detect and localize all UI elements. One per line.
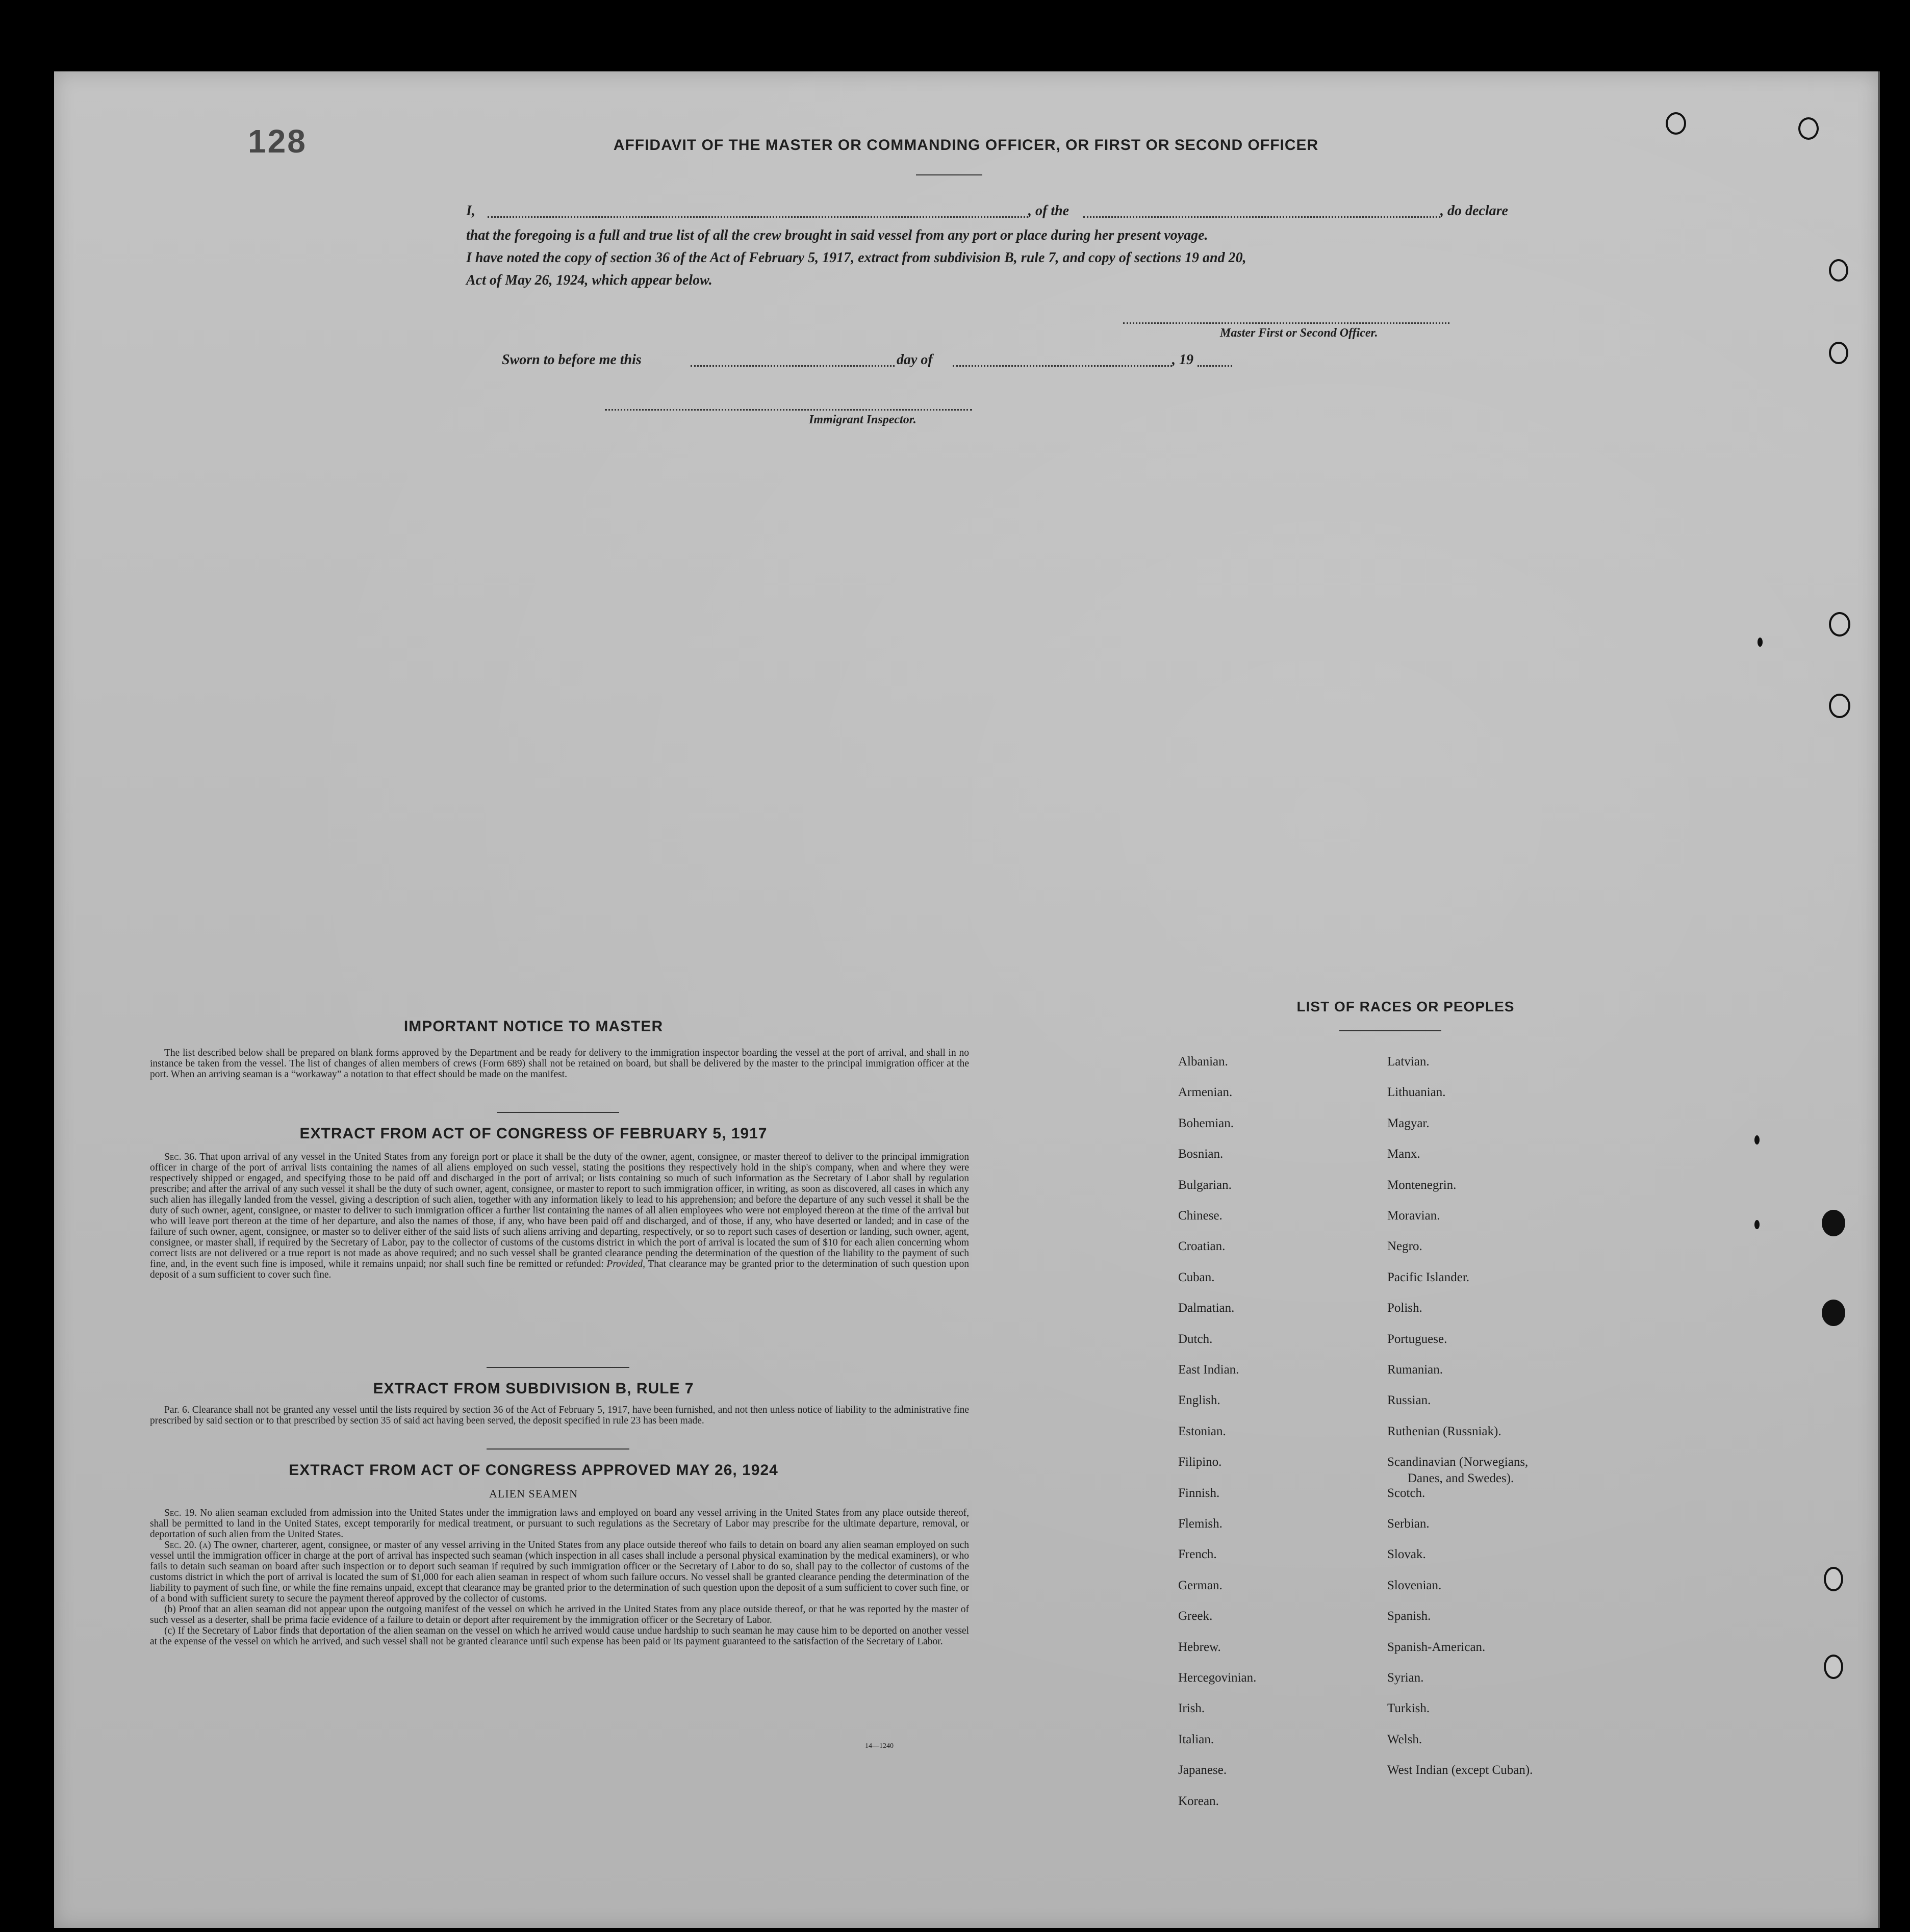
race-item: Portuguese. bbox=[1387, 1332, 1447, 1346]
race-item: Finnish. bbox=[1178, 1486, 1220, 1500]
sec-20-label: Sec. 20. (a) bbox=[164, 1540, 211, 1550]
master-signature-line[interactable] bbox=[1123, 322, 1449, 324]
race-item: Slovenian. bbox=[1387, 1578, 1442, 1592]
declaration-line-1: that the foregoing is a full and true list of all the crew brought in said vessel from any port or place during her present voyage. bbox=[466, 227, 1208, 243]
punch-hole bbox=[1798, 117, 1819, 140]
race-item: Moravian. bbox=[1387, 1209, 1440, 1223]
race-item: Rumanian. bbox=[1387, 1363, 1443, 1377]
declaration-line-2: I have noted the copy of section 36 of the Act of February 5, 1917, extract from subdivision B, rule 7, and copy of sections 19 and 20, bbox=[466, 250, 1246, 266]
race-item: Croatian. bbox=[1178, 1239, 1226, 1254]
races-title-underline bbox=[1339, 1030, 1441, 1031]
of-the-label: , of the bbox=[1028, 203, 1069, 219]
race-item: Flemish. bbox=[1178, 1517, 1223, 1531]
race-item: Dutch. bbox=[1178, 1332, 1213, 1346]
sworn-month-field[interactable] bbox=[953, 365, 1172, 367]
declarant-name-field[interactable] bbox=[488, 216, 1028, 218]
race-item: Spanish. bbox=[1387, 1609, 1431, 1623]
race-item: Chinese. bbox=[1178, 1209, 1223, 1223]
race-item: East Indian. bbox=[1178, 1363, 1239, 1377]
inspector-signature-label: Immigrant Inspector. bbox=[809, 413, 916, 426]
race-item: Lithuanian. bbox=[1387, 1085, 1446, 1100]
punch-hole bbox=[1829, 342, 1848, 364]
alien-seamen-subtitle: ALIEN SEAMEN bbox=[489, 1487, 578, 1500]
section-divider bbox=[497, 1112, 619, 1113]
race-item: Filipino. bbox=[1178, 1455, 1222, 1469]
punch-hole bbox=[1824, 1567, 1843, 1591]
ink-blot bbox=[1822, 1210, 1845, 1236]
year-label: , 19 bbox=[1172, 352, 1193, 368]
race-item: Armenian. bbox=[1178, 1085, 1233, 1100]
race-item: Korean. bbox=[1178, 1794, 1219, 1808]
race-item: Welsh. bbox=[1387, 1732, 1422, 1746]
race-item: Serbian. bbox=[1387, 1517, 1430, 1531]
race-item: Bulgarian. bbox=[1178, 1178, 1232, 1192]
races-title: LIST OF RACES OR PEOPLES bbox=[1296, 999, 1515, 1014]
notice-text bbox=[150, 1048, 969, 1080]
ink-dot bbox=[1754, 1135, 1760, 1145]
section-divider bbox=[487, 1367, 629, 1368]
race-item: Pacific Islander. bbox=[1387, 1270, 1470, 1284]
race-item: Slovak. bbox=[1387, 1547, 1426, 1562]
sec-36-text: That upon arrival of any vessel in the United States from any foreign port or place it shall be the duty of the owner, agent, consignee, or master thereof to deliver to the principal immigration officer in charge of the port of arrival lists containing the names of all aliens employed on such vessel, stating the positions they respectively hold in the ship's company, when and where they were respectively shipped or engaged, and specifying those to be paid off and discharged in the port of arrival; or lists containing so much of such information as the Secretary of Labor shall by regulation prescribe; and after the arrival of any such vessel it shall be the duty of such owner, agent, consignee, or master to report to such immigration officer, in writing, as soon as discovered, all cases in which any such alien has illegally landed from the vessel, giving a description of such alien, together with any information likely to lead to his apprehension; and before the departure of any such vessel it shall be the duty of such owner, agent, consignee, or master to deliver to such immigration officer a further list containing the names of all alien employees who were not employed thereon at the time of the arrival but who will leave port thereon at the time of her departure, and also the names of those, if any, who have been paid off and discharged, and of those, if any, who have deserted or landed; and in case of the failure of such owner, agent, consignee, or master so to deliver either of the said lists of such aliens arriving and departing, respectively, or so to report such cases of desertion or landing, such owner, agent, consignee, or master shall, if required by the Secretary of Labor, pay to the collector of customs of the customs district in which the port of arrival is located the sum of $10 for each alien concerning whom correct lists are not delivered or a true report is not made as above required; and no such vessel shall be granted clearance pending the determination of the question of the liability to the payment of such fine, and, in the event such fine is imposed, while it remains unpaid; nor shall such fine be remitted or refunded: bbox=[150, 1152, 969, 1269]
race-item: Dalmatian. bbox=[1178, 1301, 1235, 1315]
punch-hole bbox=[1666, 112, 1686, 135]
race-item: Bosnian. bbox=[1178, 1147, 1224, 1161]
ink-dot bbox=[1758, 638, 1763, 647]
sec-20b-text: Proof that an alien seaman did not appear upon the outgoing manifest of the vessel on which he arrived in the United States from any place outside thereof, or that he was reported by the master of such vessel as a deserter, shall be prima facie evidence of a failure to detain or deport after requirement by the immigration officer or the Secretary of Labor. bbox=[150, 1604, 970, 1625]
sec-36-label: Sec. 36. bbox=[164, 1152, 197, 1162]
punch-hole bbox=[1829, 259, 1848, 282]
day-of-label: day of bbox=[897, 352, 933, 368]
race-item: Turkish. bbox=[1387, 1701, 1430, 1716]
race-item: Polish. bbox=[1387, 1301, 1422, 1315]
section-divider bbox=[487, 1448, 629, 1450]
race-item: Italian. bbox=[1178, 1732, 1214, 1746]
sec-20c-text: If the Secretary of Labor finds that deportation of the alien seaman on the vessel on which he arrived would cause undue hardship to such seaman he may cause him to be deported on another vessel at the expense of the vessel on which he arrived, and such vessel shall not be granted clearance until such expense has been paid or its payment guaranteed to the satisfaction of the Secretary of Labor. bbox=[150, 1625, 969, 1647]
sec-20b-label: (b) bbox=[164, 1604, 176, 1615]
do-declare-label: , do declare bbox=[1440, 203, 1508, 219]
master-signature-label: Master First or Second Officer. bbox=[1220, 326, 1378, 340]
affidavit-title: AFFIDAVIT OF THE MASTER OR COMMANDING OFFICER, OR FIRST OR SECOND OFFICER bbox=[613, 137, 1319, 154]
race-item: German. bbox=[1178, 1578, 1223, 1592]
race-item: Japanese. bbox=[1178, 1763, 1227, 1777]
rule-7-paragraph: Par. 6. Clearance shall not be granted any vessel until the lists required by section 36 of the Act of February 5, 1917, have been furnished, and not then unless notice of liability to the administrative fine prescribed by said section or to that prescribed by section 35 of said act having been served, the deposit specified in rule 23 has been made. bbox=[150, 1405, 969, 1426]
race-item: Hebrew. bbox=[1178, 1640, 1221, 1654]
declarant-label: I, bbox=[466, 203, 475, 219]
race-item: English. bbox=[1178, 1393, 1220, 1408]
rule-7-text bbox=[150, 1405, 969, 1426]
provided-label: Provided, bbox=[606, 1259, 646, 1269]
extract-1924-text bbox=[150, 1508, 969, 1647]
race-item: Albanian. bbox=[1178, 1055, 1228, 1069]
page-number: 128 bbox=[248, 123, 307, 160]
title-underline bbox=[916, 174, 982, 175]
race-item: Estonian. bbox=[1178, 1424, 1226, 1438]
notice-title: IMPORTANT NOTICE TO MASTER bbox=[403, 1018, 664, 1035]
ink-dot bbox=[1754, 1220, 1760, 1229]
sec-36-tail: That clearance may be granted prior to the determination of such question upon deposit of a sum sufficient to cover such fine. bbox=[150, 1259, 969, 1280]
document-page bbox=[54, 71, 1878, 1928]
race-item: Russian. bbox=[1387, 1393, 1431, 1408]
race-item: Greek. bbox=[1178, 1609, 1213, 1623]
page-edge bbox=[1878, 71, 1880, 1928]
race-item: Scandinavian (Norwegians, bbox=[1387, 1455, 1529, 1469]
race-item-continuation: Danes, and Swedes). bbox=[1408, 1471, 1514, 1486]
declaration-line-3: Act of May 26, 1924, which appear below. bbox=[466, 272, 712, 288]
form-number: 14—1240 bbox=[865, 1742, 894, 1750]
race-item: Cuban. bbox=[1178, 1270, 1215, 1284]
extract-1917-title: EXTRACT FROM ACT OF CONGRESS OF FEBRUARY 5, 1917 bbox=[299, 1125, 768, 1142]
punch-hole bbox=[1829, 694, 1850, 718]
sec-19-label: Sec. 19. bbox=[164, 1508, 197, 1518]
sworn-year-field[interactable] bbox=[1198, 365, 1232, 367]
punch-hole bbox=[1824, 1655, 1843, 1679]
punch-hole bbox=[1829, 612, 1850, 637]
race-item: Ruthenian (Russniak). bbox=[1387, 1424, 1501, 1438]
sec-20c-label: (c) bbox=[164, 1625, 175, 1636]
race-item: Latvian. bbox=[1387, 1055, 1430, 1069]
sec-19-text: No alien seaman excluded from admission into the United States under the immigration laws and employed on board any vessel arriving in the United States from any place outside thereof, shall be permitted to land in the United States, except temporarily for medical treatment, or pursuant to such regulations as the Secretary of Labor may prescribe for the ultimate departure, removal, or deportation of such alien from the United States. bbox=[150, 1508, 970, 1540]
extract-1924-title: EXTRACT FROM ACT OF CONGRESS APPROVED MAY 26, 1924 bbox=[289, 1462, 778, 1479]
race-item: West Indian (except Cuban). bbox=[1387, 1763, 1533, 1777]
notice-paragraph: The list described below shall be prepared on blank forms approved by the Department and be ready for delivery to the immigration inspector boarding the vessel at the port of arrival, and shall in no instance be taken from the vessel. The list of changes of alien members of crews (Form 689) shall not be retained on board, but shall be delivered by the master to the principal immigration officer at the port. When an arriving seaman is a “workaway” a notation to that effect should be made on the manifest. bbox=[150, 1048, 969, 1080]
sworn-label: Sworn to before me this bbox=[502, 352, 642, 368]
race-item: Montenegrin. bbox=[1387, 1178, 1457, 1192]
inspector-signature-line[interactable] bbox=[605, 409, 972, 411]
race-item: Irish. bbox=[1178, 1701, 1205, 1716]
race-item: Bohemian. bbox=[1178, 1116, 1234, 1130]
sworn-day-field[interactable] bbox=[691, 365, 895, 367]
race-item: Spanish-American. bbox=[1387, 1640, 1486, 1654]
race-item: Negro. bbox=[1387, 1239, 1422, 1254]
race-item: Manx. bbox=[1387, 1147, 1420, 1161]
race-item: Syrian. bbox=[1387, 1671, 1424, 1685]
rule-7-title: EXTRACT FROM SUBDIVISION B, RULE 7 bbox=[373, 1380, 694, 1397]
extract-1917-text bbox=[150, 1152, 969, 1280]
sec-20a-text: The owner, charterer, agent, consignee, or master of any vessel arriving in the United States from any place outside thereof who fails to detain on board any alien seaman employed on such vessel until the immigration officer in charge at the port of arrival has inspected such seaman (which inspection in all cases shall include a personal physical examination by the medical examiners), or who fails to detain such seaman on board after such inspection or to deport such seaman if required by such immigration officer or the Secretary of Labor to do so, shall pay to the collector of customs of the customs district in which the port of arrival is located the sum of $1,000 for each alien seaman in respect of whom such failure occurs. No vessel shall be granted clearance pending the determination of the liability to payment of such fine, or while the fine remains unpaid, except that clearance may be granted prior to the determination of such question upon the deposit of a sum sufficient to cover such fine, or of a bond with sufficient surety to secure the payment thereof approved by the collector of customs. bbox=[150, 1540, 969, 1604]
race-item: French. bbox=[1178, 1547, 1217, 1562]
race-item: Magyar. bbox=[1387, 1116, 1430, 1130]
race-item: Scotch. bbox=[1387, 1486, 1425, 1500]
race-item: Hercegovinian. bbox=[1178, 1671, 1257, 1685]
ink-blot bbox=[1822, 1300, 1845, 1326]
vessel-name-field[interactable] bbox=[1083, 216, 1440, 218]
